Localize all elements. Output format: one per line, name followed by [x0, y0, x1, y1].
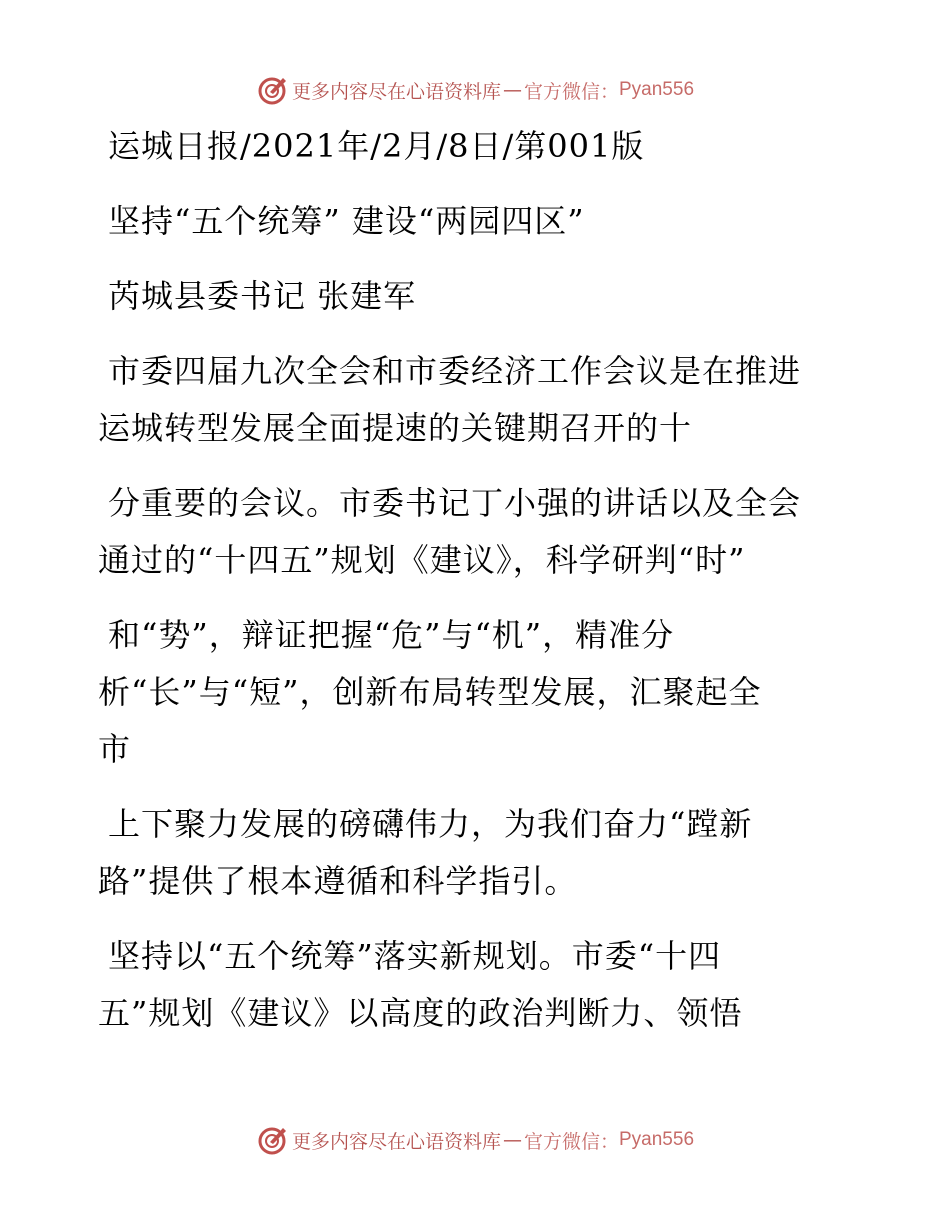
- doc-line-source: 运城日报/2021年/2月/8日/第001版: [108, 127, 645, 165]
- banner-wechat-handle: Pyan556: [619, 1129, 695, 1150]
- doc-line: 通过的“十四五”规划《建议》，科学研判“时”: [98, 541, 746, 579]
- doc-line: 和“势”，辩证把握“危”与“机”，精准分: [108, 616, 675, 654]
- doc-line: 坚持以“五个统筹”落实新规划。市委“十四: [108, 937, 722, 975]
- doc-line: 市委四届九次全会和市委经济工作会议是在推进: [108, 352, 802, 390]
- pen-circle-logo-icon: [256, 1124, 288, 1156]
- header-banner: [0, 70, 950, 110]
- banner-brand-text: 更多内容尽在心语资料库: [291, 1130, 501, 1153]
- banner-wechat-label: 官方微信：: [523, 1130, 619, 1153]
- doc-line-author: 芮城县委书记 张建军: [108, 277, 417, 315]
- banner-dash: —: [502, 79, 522, 101]
- doc-line: 分重要的会议。市委书记丁小强的讲话以及全会: [108, 484, 802, 522]
- banner-wechat-handle: Pyan556: [619, 79, 695, 100]
- doc-line: 析“长”与“短”，创新布局转型发展，汇聚起全: [98, 673, 762, 711]
- banner-brand-text: 更多内容尽在心语资料库: [291, 80, 501, 103]
- footer-banner: [0, 1120, 950, 1160]
- banner-dash: —: [502, 1129, 522, 1151]
- doc-line: 市: [98, 730, 132, 768]
- doc-line: 上下聚力发展的磅礴伟力，为我们奋力“蹚新: [108, 805, 753, 843]
- doc-line: 运城转型发展全面提速的关键期召开的十: [98, 409, 693, 447]
- doc-line: 路”提供了根本遵循和科学指引。: [98, 862, 578, 900]
- doc-line: 五”规划《建议》以高度的政治判断力、领悟: [98, 994, 743, 1032]
- banner-wechat-label: 官方微信：: [523, 80, 619, 103]
- pen-circle-logo-icon: [256, 74, 288, 106]
- doc-line-headline: 坚持“五个统筹” 建设“两园四区”: [108, 202, 585, 240]
